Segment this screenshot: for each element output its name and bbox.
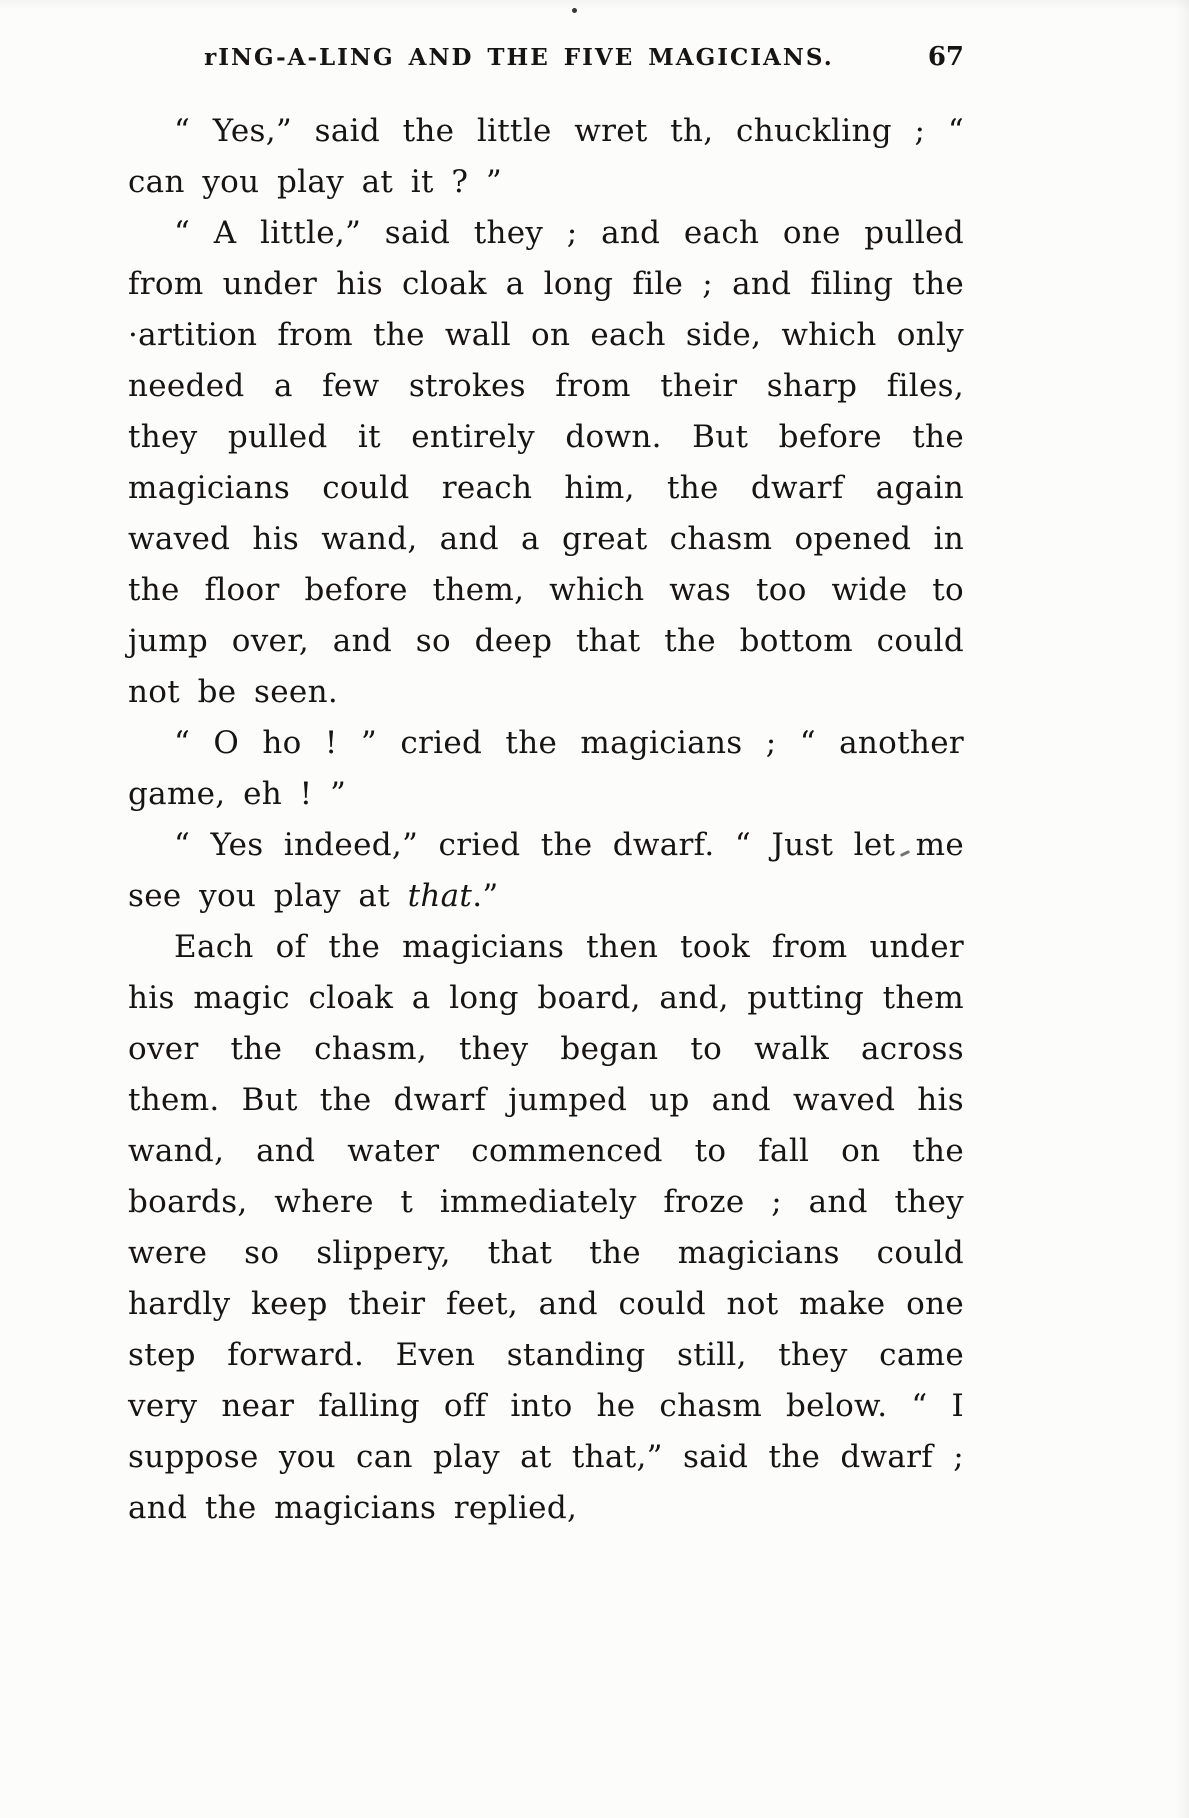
text-segment: .” <box>472 878 499 914</box>
page-number: 67 <box>927 42 964 72</box>
page-body <box>128 106 964 1534</box>
text-segment: “ O ho ! ” cried the magicians ; “ another game, eh ! ” <box>128 725 964 812</box>
page-header <box>128 42 964 72</box>
text-segment: “ A little,” said they ; and each one pulled from under his cloak a long file ; and filing the ·artition from the wall on each side, which only needed a few strokes from their sharp files, they pulled it entirely down. But before the magicians could reach him, the dwarf again waved his wand, and a great chasm opened in the floor before them, which was too wide to jump over, and so deep that the bottom could not be seen. <box>128 215 964 710</box>
scan-speck <box>572 8 577 13</box>
paragraph <box>128 106 964 208</box>
text-segment: Each of the magicians then took from under his magic cloak a long board, and, putting them over the chasm, they began to walk across them. But the dwarf jumped up and waved his wand, and water commenced to fall on the boards, where t immediately froze ; and they were so slippery, that the magicians could hardly keep their feet, and could not make one step forward. Even standing still, they came very near falling off into he chasm below. “ I suppose you can play at that,” said the dwarf ; and the magicians replied, <box>128 929 964 1526</box>
paragraph <box>128 208 964 718</box>
text-segment: “ Yes indeed,” cried the dwarf. “ Just let me see you play at <box>128 827 964 914</box>
paragraph <box>128 820 964 922</box>
running-title: rING-A-LING AND THE FIVE MAGICIANS. <box>204 44 834 71</box>
text-segment: that <box>407 878 473 914</box>
text-segment: “ Yes,” said the little wret th, chuckling ; “ can you play at it ? ” <box>128 113 964 200</box>
paragraph <box>128 718 964 820</box>
paragraph <box>128 922 964 1534</box>
